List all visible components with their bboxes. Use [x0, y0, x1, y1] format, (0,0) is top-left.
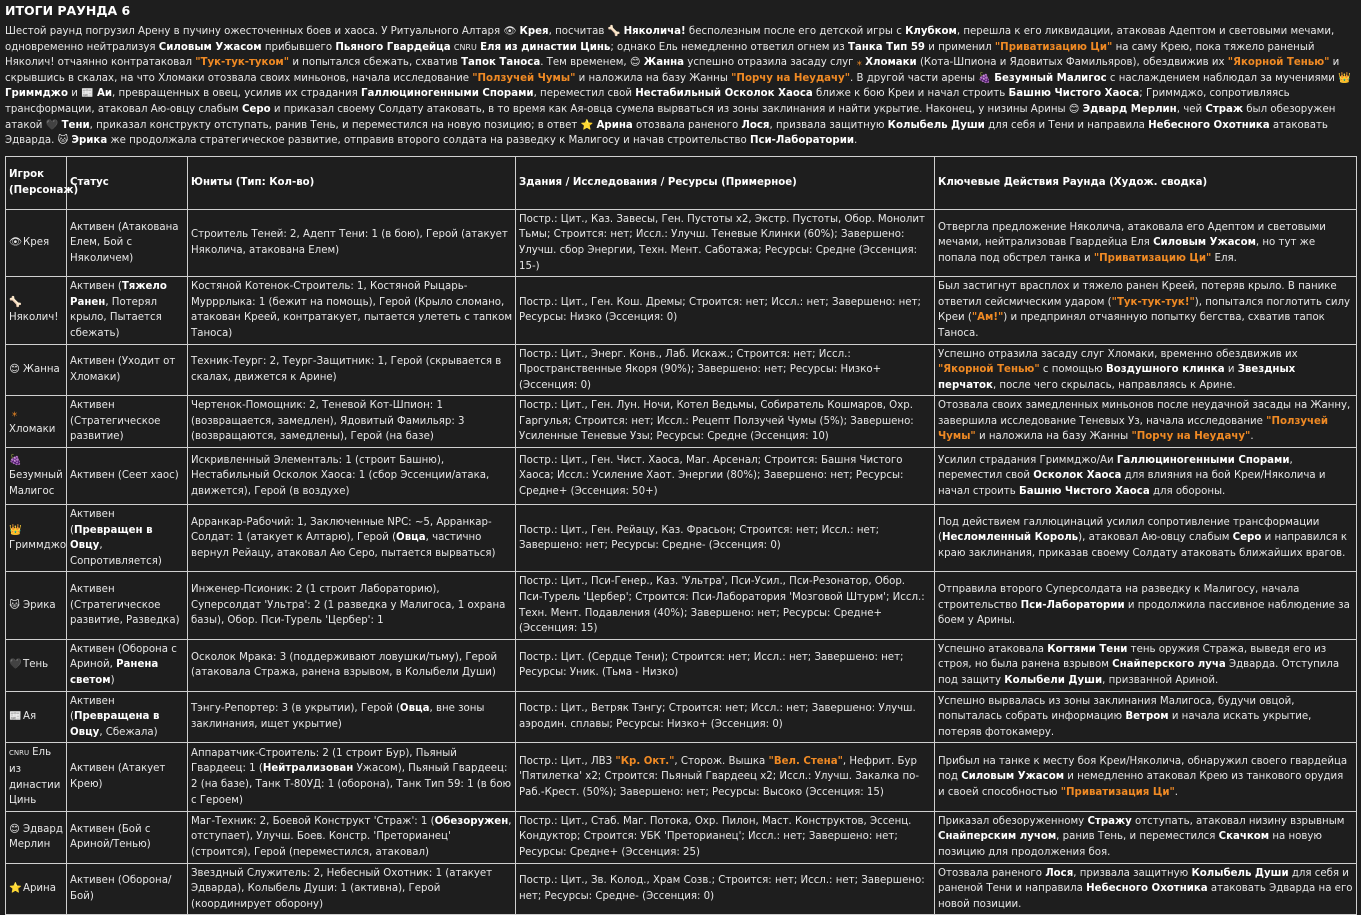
player-icon: CNRU [9, 749, 30, 758]
status-cell: Активен (Тяжело Ранен, Потерял крыло, Пытается сбежать) [67, 277, 188, 344]
buildings-cell: Постр.: Цит., Ген. Кош. Дремы; Строится: нет; Иссл.: нет; Завершено: нет; Ресурсы: Низко (Эссенция: 0) [516, 277, 935, 344]
buildings-cell: Постр.: Цит., Ген. Лун. Ночи, Котел Ведьмы, Собиратель Кошмаров, Охр. Гаргулья; Строится: нет; Иссл.: Рецепт Ползучей Чумы (5%); Завершено: Усиленные Теневые Узы; Ресурсы: Средне (Эссенция: 10) [516, 396, 935, 448]
player-name: Жанна [23, 364, 60, 376]
buildings-cell: Постр.: Цит., ЛВЗ "Кр. Окт.", Сторож. Вышка "Вел. Стена", Нефрит. Бур 'Пятилетка' x2; Строится: Пьяный Гвардеец x2; Иссл.: Улучш. Закалка по-Раб.-Крест. (50%); Завершено: нет; Ресурсы: Высоко (Эссенция: 15) [516, 743, 935, 811]
buildings-cell: Постр.: Цит., Пси-Генер., Каз. 'Ультра', Пси-Усил., Пси-Резонатор, Обор. Пси-Турель 'Цербер'; Строится: Пси-Лаборатория 'Мозговой Штурм'; Иссл.: Техн. Мент. Подавления (40%); Завершено: нет; Ресурсы: Средне+ (Эссенция: 15) [516, 572, 935, 639]
units-cell: Осколок Мрака: 3 (поддерживают ловушки/тьму), Герой (атаковала Стража, ранена взрывом, в Колыбели Души) [188, 639, 516, 691]
table-row [6, 344, 1357, 396]
player-icon: 🖤 [9, 659, 22, 671]
table-row [6, 743, 1357, 811]
round-summary: Шестой раунд погрузил Арену в пучину ожесточенных боев и хаоса. У Ритуального Алтаря 👁 Крея, посчитав 🦴 Няколича! бесполезным после его детской игры с Клубком, перешла к его ликвидации, атаковав Адептом и световыми мечами, одновременно нейтрализуя Силовым Ужасом прибывшего Пьяного Гвардейца CNRU Еля из династии Цинь; однако Ель немедленно ответил огнем из Танка Тип 59 и применил "Приватизацию Ци" на саму Крею, пока тяжело раненый Няколич! отчаянно контратаковал "Тук-тук-туком" и попытался сбежать, схватив Тапок Таноса. Тем временем, 😊 Жанна успешно отразила засаду слуг ⁎ Хломаки (Кота-Шпиона и Ядовитых Фамильяров), обездвижив их "Якорной Тенью" и скрывшись в скалах, на что Хломаки отозвала своих миньонов, начала исследование "Ползучей Чумы" и наложила на базу Жанны "Порчу на Неудачу". В другой части арены 🍇 Безумный Малигос с наслаждением наблюдал за мучениями 👑 Гриммджо и 📰 Аи, превращенных в овец, усилив их страдания Галлюциногенными Спорами, переместил свой Нестабильный Осколок Хаоса ближе к бою Креи и начал строить Башню Чистого Хаоса; Гриммджо, сопротивляясь трансформации, атаковал Аю-овцу слабым Серо и приказал своему Солдату атаковать, в то время как Ая-овца сумела вырваться из зоны заклинания и найти укрытие. Наконец, у низины Арины 😊 Эдвард Мерлин, чей Страж был обезоружен атакой 🖤 Тени, приказал конструкту отступать, ранив Тень, и переместился на новую позицию; в ответ ⭐ Арина отозвала раненого Лося, призвала защитную Колыбель Души для себя и Тени и направила Небесного Охотника атаковать Эдварда. 🐱 Эрика же продолжала стратегическое развитие, отправив второго солдата на разведку к Малигосу и начав строительство Пси-Лаборатории. [5, 26, 1351, 147]
header-player: Игрок (Персонаж) [6, 156, 67, 209]
table-body [6, 209, 1357, 915]
table-row [6, 277, 1357, 344]
header-status: Статус [67, 156, 188, 209]
player-name: Тень [23, 659, 49, 671]
actions-cell: Отвергла предложение Няколича, атаковала его Адептом и световыми мечами, нейтрализовав Гвардейца Еля Силовым Ужасом, но тут же попала под обстрел танка и "Приватизацию Ци" Еля. [935, 209, 1357, 276]
player-name: Арина [23, 883, 56, 895]
status-cell: Активен (Оборона с Ариной, Ранена светом) [67, 639, 188, 691]
player-cell [6, 572, 67, 639]
units-cell: Техник-Теург: 2, Теург-Защитник: 1, Герой (скрывается в скалах, движется к Арине) [188, 344, 516, 396]
table-row [6, 811, 1357, 863]
buildings-cell: Постр.: Цит. (Сердце Тени); Строится: нет; Иссл.: нет; Завершено: нет; Ресурсы: Уник. (Тьма - Низко) [516, 639, 935, 691]
status-cell: Активен (Бой с Ариной/Тенью) [67, 811, 188, 863]
header-buildings: Здания / Исследования / Ресурсы (Примерное) [516, 156, 935, 209]
player-icon: 🐱 [9, 599, 20, 611]
actions-cell: Успешно атаковала Когтями Тени тень оружия Стража, выведя его из строя, но была ранена взрывом Снайперского луча Эдварда. Отступила под защиту Колыбели Души, призванной Ариной. [935, 639, 1357, 691]
table-row [6, 691, 1357, 743]
actions-cell: Под действием галлюцинаций усилил сопротивление трансформации (Несломленный Король), атаковал Аю-овцу слабым Серо и направился к краю заклинания, приказав своему Солдату атаковать ближайших врагов. [935, 505, 1357, 572]
table-header-row [6, 156, 1357, 209]
player-cell [6, 448, 67, 505]
buildings-cell: Постр.: Цит., Энерг. Конв., Лаб. Искаж.; Строится: нет; Иссл.: Пространственные Якоря (90%); Завершено: нет; Ресурсы: Низко+ (Эссенция: 0) [516, 344, 935, 396]
status-cell: Активен (Сеет хаос) [67, 448, 188, 505]
header-actions: Ключевые Действия Раунда (Худож. сводка) [935, 156, 1357, 209]
table-row [6, 572, 1357, 639]
units-cell: Искривленный Элементаль: 1 (строит Башню), Нестабильный Осколок Хаоса: 1 (сбор Эссенции/атака, движется), Герой (в воздухе) [188, 448, 516, 505]
player-icon: 👑 [9, 524, 22, 536]
player-icon: 🍇 [9, 454, 22, 466]
player-cell [6, 277, 67, 344]
status-cell: Активен (Превращен в Овцу, Сопротивляется) [67, 505, 188, 572]
table-row [6, 396, 1357, 448]
buildings-cell: Постр.: Цит., Стаб. Маг. Потока, Охр. Пилон, Маст. Конструктов, Эссенц. Кондуктор; Строится: УБК 'Преторианец'; Иссл.: нет; Завершено: нет; Ресурсы: Средне+ (Эссенция: 25) [516, 811, 935, 863]
actions-cell: Отправила второго Суперсолдата на разведку к Малигосу, начала строительство Пси-Лаборатории и продолжила пассивное наблюдение за боем у Арины. [935, 572, 1357, 639]
units-cell: Инженер-Псионик: 2 (1 строит Лабораторию), Суперсолдат 'Ультра': 2 (1 разведка у Малигоса, 1 охрана базы), Обор. Пси-Турель 'Цербер': 1 [188, 572, 516, 639]
player-name: Эдвард Мерлин [9, 823, 63, 851]
actions-cell: Приказал обезоруженному Стражу отступать, атаковал низину взрывным Снайперским лучом, ранив Тень, и переместился Скачком на новую позицию для продолжения боя. [935, 811, 1357, 863]
player-cell [6, 691, 67, 743]
actions-cell: Отозвала раненого Лося, призвала защитную Колыбель Души для себя и раненой Тени и направила Небесного Охотника атаковать Эдварда на его новой позиции. [935, 863, 1357, 915]
player-name: Эрика [23, 599, 56, 611]
player-icon: ⁎ [11, 408, 18, 420]
status-cell: Активен (Атакует Крею) [67, 743, 188, 811]
table-row [6, 448, 1357, 505]
player-cell [6, 209, 67, 276]
units-cell: Тэнгу-Репортер: 3 (в укрытии), Герой (Овца, вне зоны заклинания, ищет укрытие) [188, 691, 516, 743]
buildings-cell: Постр.: Цит., Зв. Колод., Храм Созв.; Строится: нет; Иссл.: нет; Завершено: нет; Ресурсы: Средне- (Эссенция: 0) [516, 863, 935, 915]
player-icon: 👁 [9, 237, 22, 249]
player-name: Гриммджо [9, 540, 67, 552]
table-row [6, 505, 1357, 572]
buildings-cell: Постр.: Цит., Ветряк Тэнгу; Строится: нет; Иссл.: нет; Завершено: Улучш. аэродин. сплавы; Ресурсы: Низко+ (Эссенция: 0) [516, 691, 935, 743]
status-cell: Активен (Стратегическое развитие) [67, 396, 188, 448]
header-units: Юниты (Тип: Кол-во) [188, 156, 516, 209]
status-cell: Активен (Стратегическое развитие, Разведка) [67, 572, 188, 639]
units-cell: Арранкар-Рабочий: 1, Заключенные NPC: ~5, Арранкар-Солдат: 1 (атакует к Алтарю), Герой (Овца, частично вернул Рейацу, атаковал Аю Серо, пытается вырваться) [188, 505, 516, 572]
player-cell [6, 863, 67, 915]
status-cell: Активен (Превращена в Овцу, Сбежала) [67, 691, 188, 743]
player-icon: 📰 [9, 711, 22, 723]
player-name: Безумный Малигос [9, 470, 63, 497]
player-icon: ⭐ [9, 883, 22, 895]
player-cell [6, 505, 67, 572]
table-row [6, 639, 1357, 691]
units-cell: Маг-Техник: 2, Боевой Конструкт 'Страж': 1 (Обезоружен, отступает), Улучш. Боев. Констр. 'Преторианец' (строится), Герой (переместился, атаковал) [188, 811, 516, 863]
player-icon: 😊 [9, 364, 20, 376]
player-cell [6, 639, 67, 691]
units-cell: Звездный Служитель: 2, Небесный Охотник: 1 (атакует Эдварда), Колыбель Души: 1 (активна), Герой (координирует оборону) [188, 863, 516, 915]
player-icon: 🦴 [9, 296, 22, 308]
player-cell [6, 811, 67, 863]
table-row [6, 863, 1357, 915]
table-row [6, 209, 1357, 276]
units-cell: Строитель Теней: 2, Адепт Тени: 1 (в бою), Герой (атакует Няколича, атакована Елем) [188, 209, 516, 276]
page-title: ИТОГИ РАУНДА 6 [5, 3, 131, 18]
units-cell: Аппаратчик-Строитель: 2 (1 строит Бур), Пьяный Гвардеец: 1 (Нейтрализован Ужасом), Пьяный Гвардеец: 2 (на базе), Танк Т-80УД: 1 (оборона), Танк Тип 59: 1 (в бою с Героем) [188, 743, 516, 811]
actions-cell: Успешно вырвалась из зоны заклинания Малигоса, будучи овцой, попыталась собрать информацию Ветром и начала искать укрытие, потеряв фотокамеру. [935, 691, 1357, 743]
actions-cell: Был застигнут врасплох и тяжело ранен Креей, потеряв крыло. В панике ответил сейсмическим ударом ("Тук-тук-тук!"), попытался поглотить силу Креи ("Ам!") и предпринял отчаянную попытку бегства, схватив тапок Таноса. [935, 277, 1357, 344]
actions-cell: Отозвала своих замедленных миньонов после неудачной засады на Жанну, завершила исследование Теневых Уз, начала исследование "Ползучей Чумы" и наложила на базу Жанны "Порчу на Неудачу". [935, 396, 1357, 448]
status-cell: Активен (Оборона/Бой) [67, 863, 188, 915]
status-cell: Активен (Атакована Елем, Бой с Няколичем) [67, 209, 188, 276]
player-cell [6, 396, 67, 448]
units-cell: Чертенок-Помощник: 2, Теневой Кот-Шпион: 1 (возвращается, замедлен), Ядовитый Фамильяр: 3 (возвращаются, замедлены), Герой (на базе) [188, 396, 516, 448]
round-results-table [5, 156, 1357, 915]
player-name: Хломаки [9, 423, 56, 435]
player-cell [6, 344, 67, 396]
actions-cell: Успешно отразила засаду слуг Хломаки, временно обездвижив их "Якорной Тенью" с помощью Воздушного клинка и Звездных перчаток, после чего скрылась, направляясь к Арине. [935, 344, 1357, 396]
player-cell [6, 743, 67, 811]
actions-cell: Усилил страдания Гриммджо/Аи Галлюциногенными Спорами, переместил свой Осколок Хаоса для влияния на бой Креи/Няколича и начал строить Башню Чистого Хаоса для обороны. [935, 448, 1357, 505]
player-name: Няколич! [9, 312, 59, 324]
buildings-cell: Постр.: Цит., Ген. Чист. Хаоса, Маг. Арсенал; Строится: Башня Чистого Хаоса; Иссл.: Усиление Хаот. Энергии (80%); Завершено: нет; Ресурсы: Средне+ (Эссенция: 50+) [516, 448, 935, 505]
buildings-cell: Постр.: Цит., Ген. Рейацу, Каз. Фрасьон; Строится: нет; Иссл.: нет; Завершено: нет; Ресурсы: Средне- (Эссенция: 0) [516, 505, 935, 572]
status-cell: Активен (Уходит от Хломаки) [67, 344, 188, 396]
player-name: Ель из династии Цинь [9, 747, 61, 807]
player-name: Ая [23, 711, 37, 723]
buildings-cell: Постр.: Цит., Каз. Завесы, Ген. Пустоты x2, Экстр. Пустоты, Обор. Монолит Тьмы; Строится: нет; Иссл.: Улучш. Теневые Клинки (60%); Завершено: Улучш. сбор Энергии, Техн. Мент. Саботажа; Ресурсы: Средне (Эссенция: 15-) [516, 209, 935, 276]
player-icon: 😊 [9, 823, 20, 835]
units-cell: Костяной Котенок-Строитель: 1, Костяной Рыцарь-Мурррлыка: 1 (бежит на помощь), Герой (Крыло сломано, атакован Креей, контратакует, пытается улететь с тапком Таноса) [188, 277, 516, 344]
actions-cell: Прибыл на танке к месту боя Креи/Няколича, обнаружил своего гвардейца под Силовым Ужасом и немедленно атаковал Крею из танкового орудия и своей способностью "Приватизация Ци". [935, 743, 1357, 811]
player-name: Крея [23, 237, 50, 249]
